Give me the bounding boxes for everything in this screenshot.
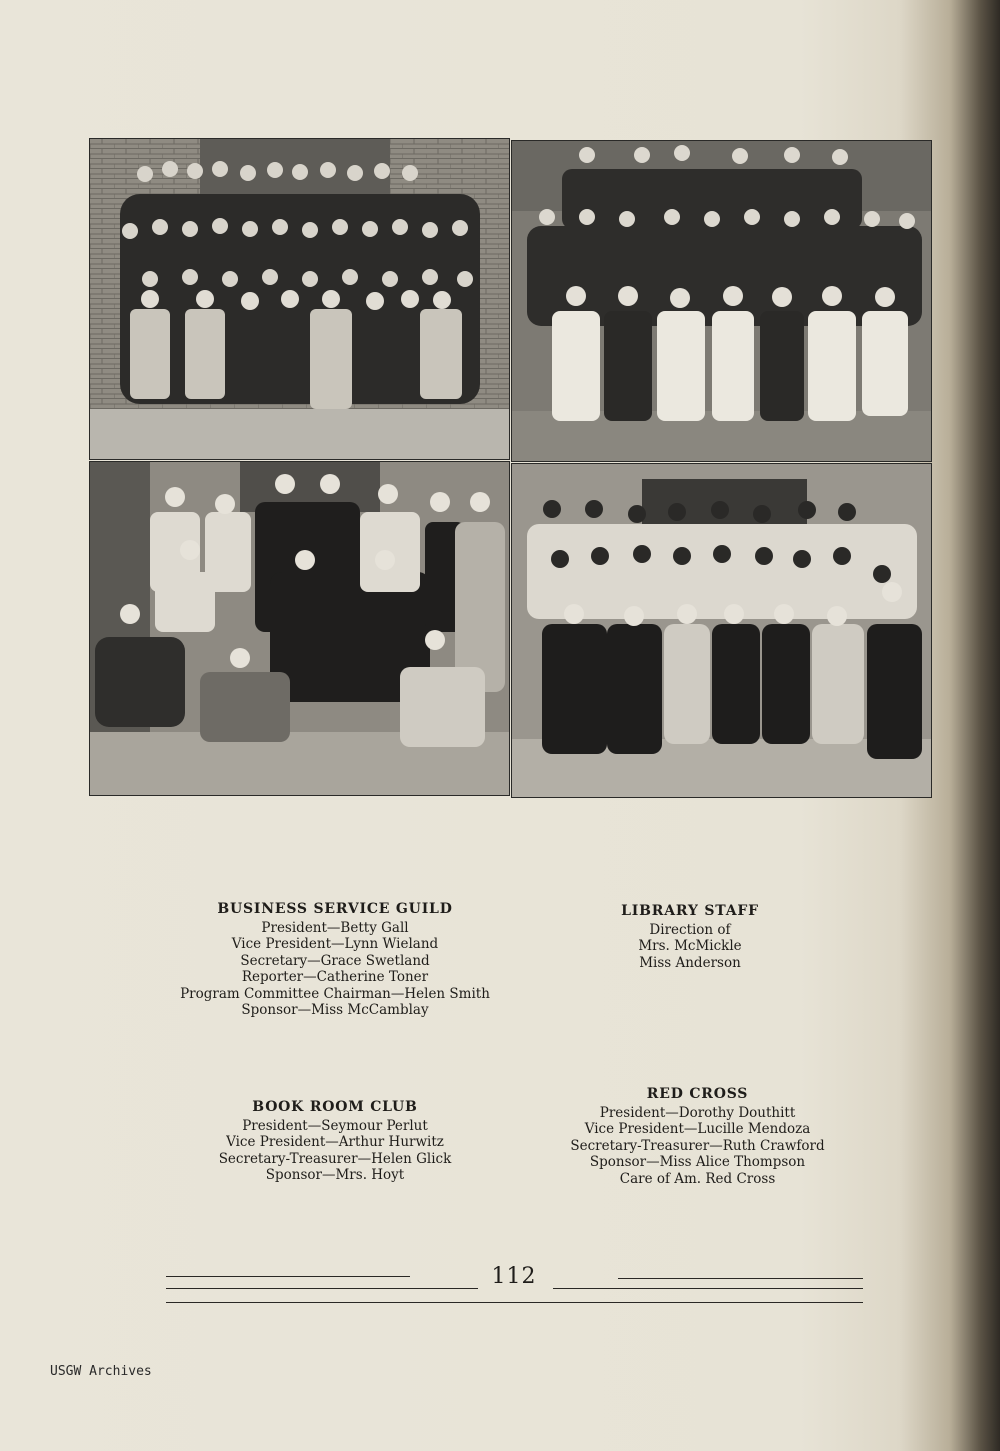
officer-line: Mrs. McMickle [638,938,742,954]
officer-line: Secretary-Treasurer—Helen Glick [218,1150,452,1167]
officer-line: Direction of [649,921,731,938]
group-photo-red-cross [511,463,932,798]
officer-line: President—Dorothy Douthitt [599,1104,796,1121]
officer-line: Vice President—Arthur Hurwitz [226,1134,444,1150]
archive-label: USGW Archives [50,1364,152,1379]
officer-line: Sponsor—Mrs. Hoyt [265,1167,405,1183]
officer-line: Reporter—Catherine Toner [241,969,429,985]
caption-library-staff [585,903,795,971]
caption-business-service-guild [160,901,510,1019]
officer-line: Vice President—Lynn Wieland [231,936,439,952]
section-title: LIBRARY STAFF [621,903,759,919]
officer-line: Sponsor—Miss McCamblay [241,1002,429,1018]
officer-line: Secretary—Grace Swetland [240,952,430,969]
section-title: BOOK ROOM CLUB [252,1099,418,1115]
officer-line: Miss Anderson [639,954,741,971]
caption-book-room-club [185,1099,485,1184]
section-title: BUSINESS SERVICE GUILD [217,901,453,917]
officer-line: President—Seymour Perlut [242,1117,428,1134]
section-title: RED CROSS [646,1086,749,1102]
footer-rule [166,1288,478,1289]
officer-line: Sponsor—Miss Alice Thompson [589,1154,806,1170]
officer-line: President—Betty Gall [261,919,409,936]
footer-rule [166,1302,863,1303]
page-number: 112 [491,1264,537,1289]
group-photo-business-service-guild [89,138,510,460]
group-photo-library-staff [511,140,932,462]
footer-rule [553,1288,863,1289]
footer-rule [618,1278,863,1279]
officer-line: Program Committee Chairman—Helen Smith [180,985,490,1002]
footer-rule [166,1276,410,1277]
officer-line: Care of Am. Red Cross [619,1170,776,1187]
officer-line: Secretary-Treasurer—Ruth Crawford [570,1137,825,1154]
group-photo-book-room-club [89,461,510,796]
caption-red-cross [545,1086,850,1187]
officer-line: Vice President—Lucille Mendoza [584,1121,811,1137]
